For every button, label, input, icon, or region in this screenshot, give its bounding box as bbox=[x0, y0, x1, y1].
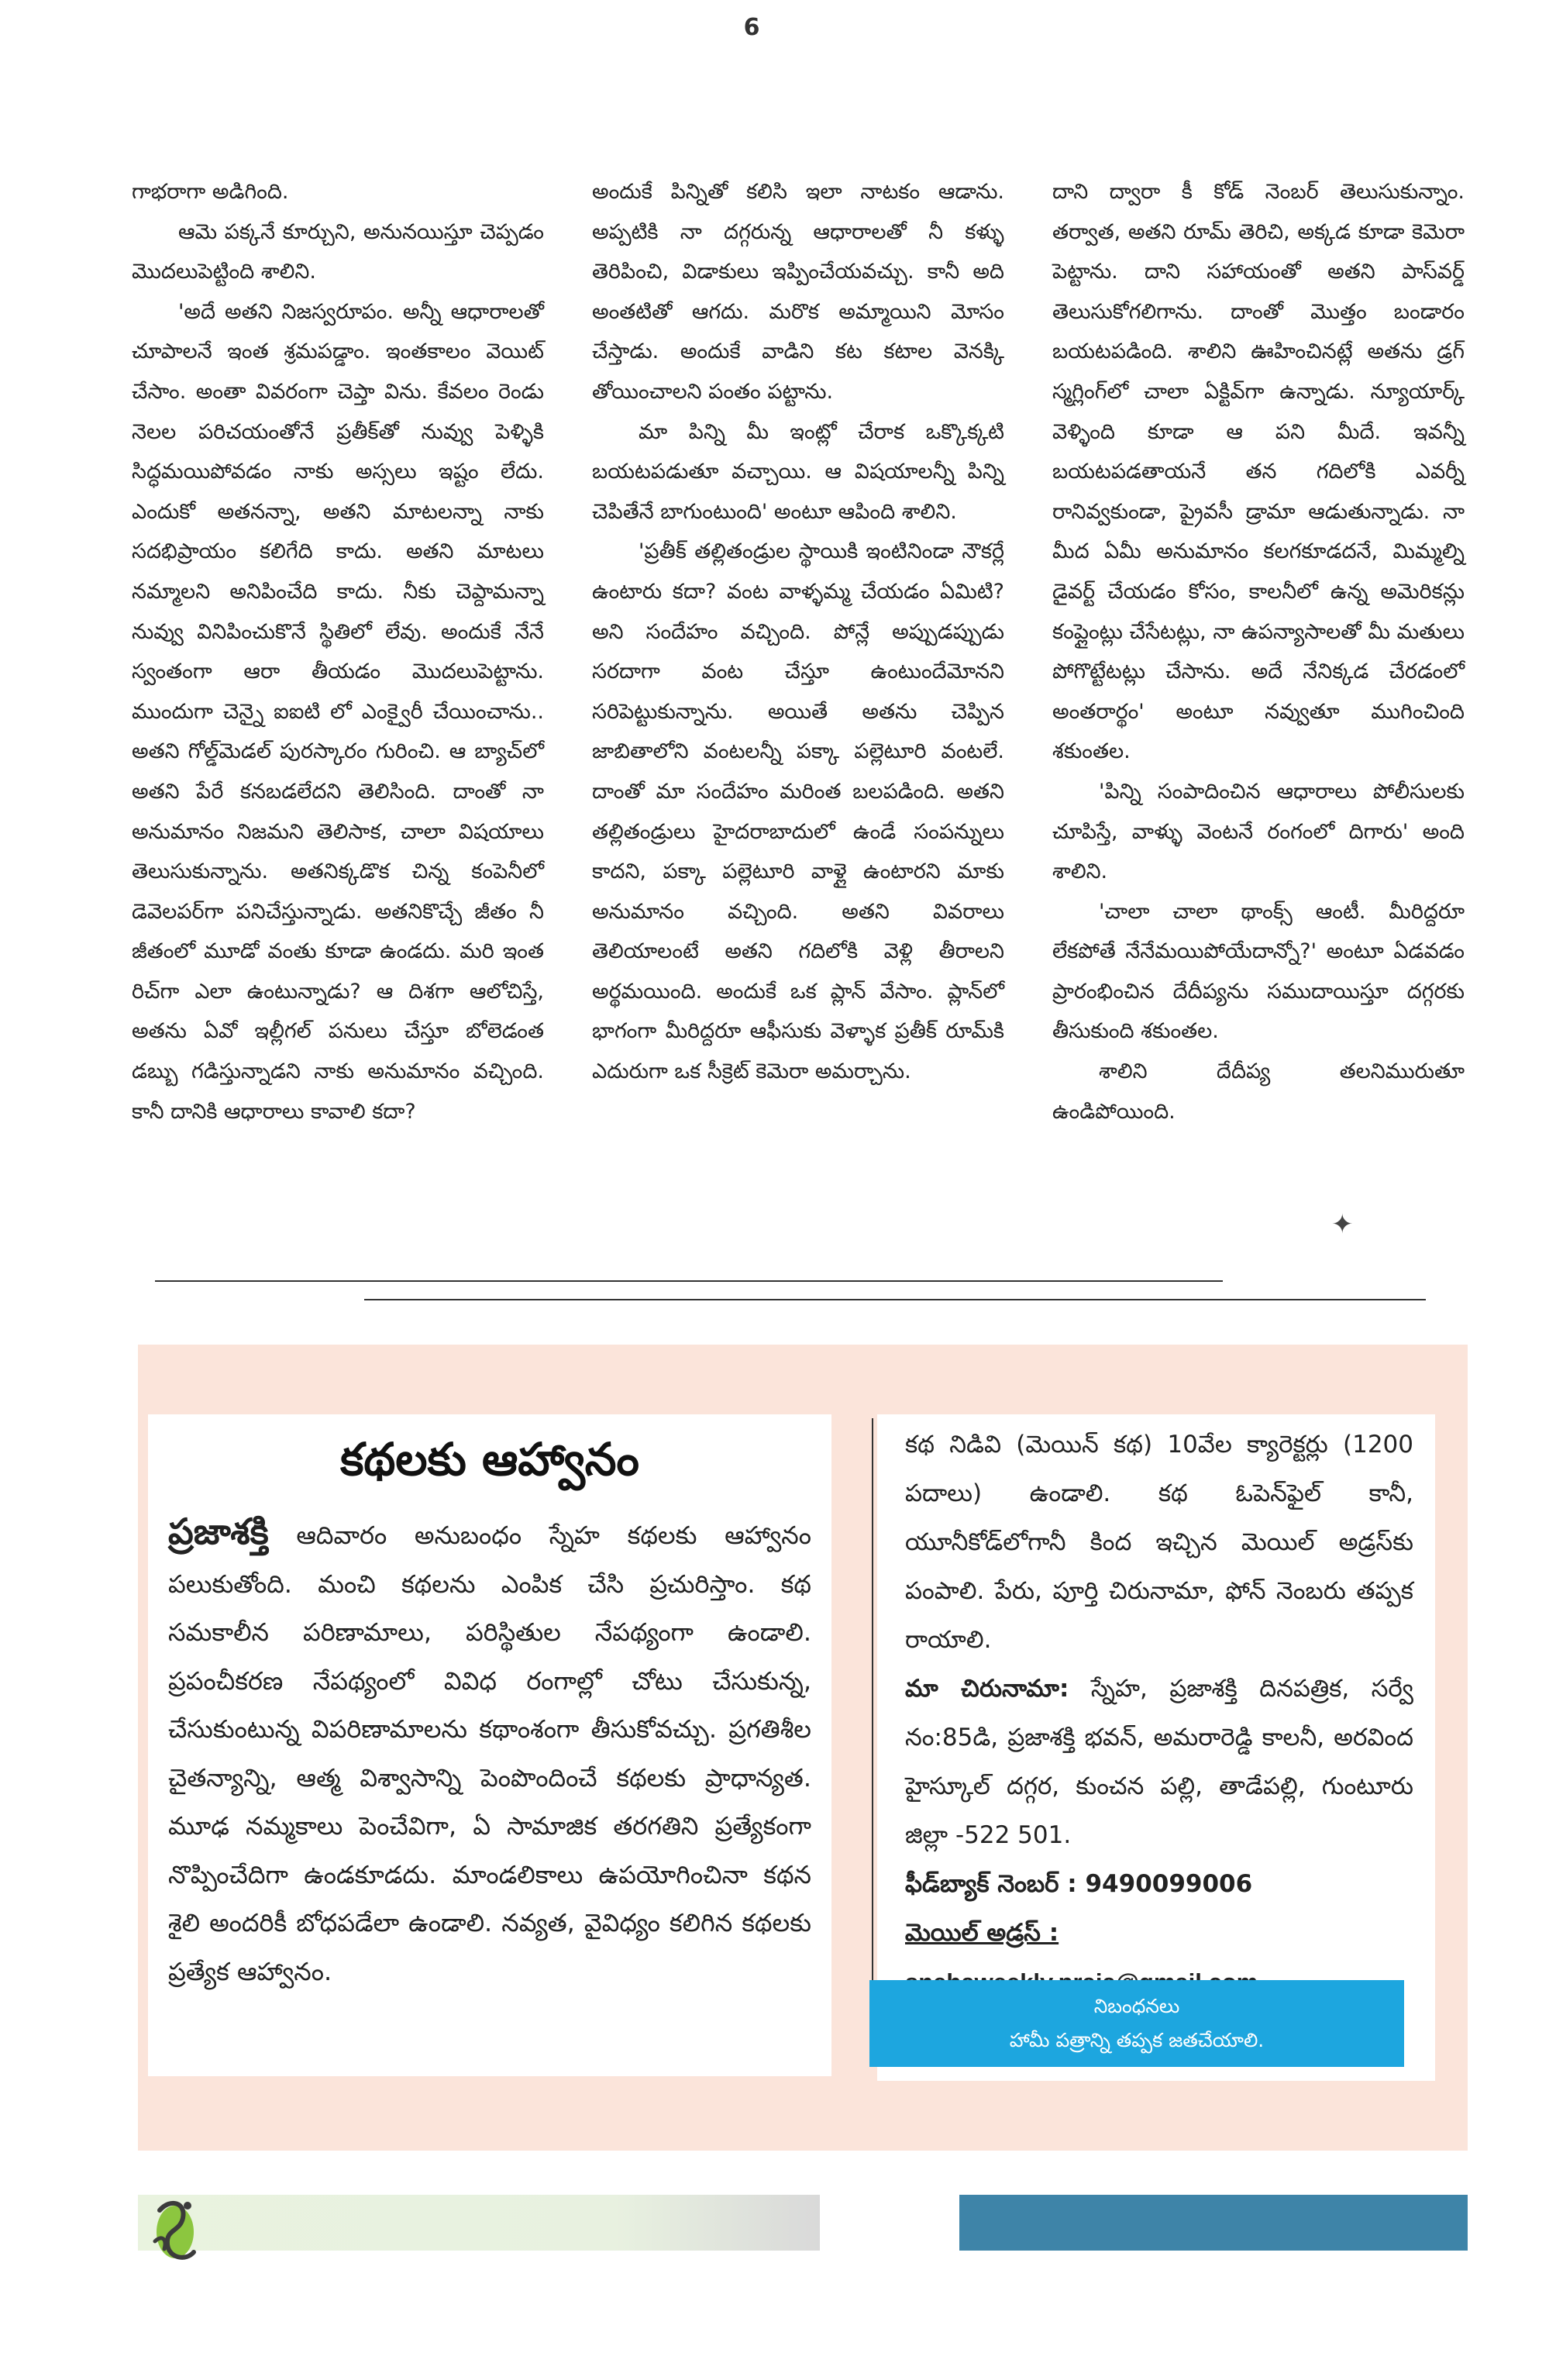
page-number: 6 bbox=[743, 14, 760, 41]
address-text: స్నేహ, ప్రజాశక్తి దినపత్రిక, సర్వే నం:85డి, ప్రజాశక్తి భవన్, అమరారెడ్డి కాలనీ, అరవింద హైస్కూల్ దగ్గర, కుంచన పల్లి, తాడేపల్లి, గుంటూరు జిల్లా -522 501. bbox=[905, 1675, 1413, 1849]
paragraph: గాభరాగా అడిగింది. bbox=[132, 180, 289, 204]
paragraph: ఆమె పక్కనే కూర్చుని, అనునయిస్తూ చెప్పడం మొదలుపెట్టింది శాలిని. bbox=[132, 219, 544, 284]
paragraph: మా పిన్ని మీ ఇంట్లో చేరాక ఒక్కొక్కటి బయటపడుతూ వచ్చాయి. ఆ విషయాలన్నీ పిన్ని చెపితేనే బాగుంటుంది' అంటూ ఆపింది శాలిని. bbox=[592, 419, 1004, 524]
paragraph: శాలిని దేదీప్య తలనిమురుతూ ఉండిపోయింది. bbox=[1052, 1059, 1465, 1124]
paragraph: 'పిన్ని సంపాదించిన ఆధారాలు పోలీసులకు చూపిస్తే, వాళ్ళు వెంటనే రంగంలో దిగారు' అంది శాలిని. bbox=[1052, 779, 1465, 884]
sneha-logo-icon bbox=[144, 2187, 208, 2272]
invitation-text bbox=[168, 1507, 811, 1996]
footer-right-band bbox=[959, 2195, 1468, 2251]
lead-word: ప్రజాశక్తి bbox=[168, 1510, 269, 1552]
story-columns bbox=[132, 172, 1465, 1242]
invitation-panel bbox=[148, 1414, 831, 2076]
feedback-number: ఫీడ్‌బ్యాక్ నెంబర్ : 9490099006 bbox=[905, 1870, 1253, 1898]
mail-label: మెయిల్ అడ్రస్ : bbox=[905, 1919, 1059, 1947]
paragraph: 'అదే అతని నిజస్వరూపం. అన్నీ ఆధారాలతో చూపాలనే ఇంత శ్రమపడ్డాం. ఇంతకాలం వెయిట్ చేసాం. అంతా వివరంగా చెప్తా విను. కేవలం రెండు నెలల పరిచయంతోనే ప్రతీక్‌తో నువ్వు పెళ్ళికి సిద్ధమయిపోవడం నాకు అస్సలు ఇష్టం లేదు. ఎందుకో అతనన్నా, అతని మాటలన్నా నాకు సదభిప్రాయం కలిగేది కాదు. అతని మాటలు నమ్మాలని అనిపించేది కాదు. నీకు చెప్దామన్నా నువ్వు వినిపించుకొనే స్థితిలో లేవు. అందుకే నేనే స్వంతంగా ఆరా తీయడం మొదలుపెట్టాను. ముందుగా చెన్నై ఐఐటి లో ఎంక్వైరీ చేయించాను.. అతని గోల్డ్‌మెడల్ పురస్కారం గురించి. ఆ బ్యాచ్‌లో అతని పేరే కనబడలేదని తెలిసింది. దాంతో నా అనుమానం నిజమని తెలిసాక, చాలా విషయాలు తెలుసుకున్నాను. అతనిక్కడొక చిన్న కంపెనీలో డెవెలపర్‌గా పనిచేస్తున్నాడు. అతనికొచ్చే జీతం నీ జీతంలో మూడో వంతు కూడా ఉండదు. మరి ఇంత రిచ్‌గా ఎలా ఉంటున్నాడు? ఆ దిశగా ఆలోచిస్తే, అతను ఏవో ఇల్లీగల్ పనులు చేస్తూ బోలెడంత డబ్బు గడిస్తున్నాడని నాకు అనుమానం వచ్చింది. కానీ దానికి ఆధారాలు కావాలి కదా? bbox=[132, 299, 544, 1124]
paragraph: 'ప్రతీక్ తల్లితండ్రుల స్థాయికి ఇంటినిండా నౌకర్లే ఉంటారు కదా? వంట వాళ్ళమ్మ చేయడం ఏమిటి? అని సందేహం వచ్చింది. పోన్లే అప్పుడప్పుడు సరదాగా వంట చేస్తూ ఉంటుందేమోనని సరిపెట్టుకున్నాను. అయితే అతను చెప్పిన జాబితాలోని వంటలన్నీ పక్కా పల్లెటూరి వంటలే. దాంతో మా సందేహం మరింత బలపడింది. అతని తల్లితండ్రులు హైదరాబాదులో ఉండే సంపన్నులు కాదని, పక్కా పల్లెటూరి వాళ్లై ఉంటారని మాకు అనుమానం వచ్చింది. అతని వివరాలు తెలియాలంటే అతని గదిలోకి వెళ్లి తీరాలని అర్థమయింది. అందుకే ఒక ప్లాన్ వేసాం. ప్లాన్‌లో భాగంగా మీరిద్దరూ ఆఫీసుకు వెళ్ళాక ప్రతీక్ రూమ్‌కి ఎదురుగా ఒక సీక్రెట్ కెమెరా అమర్చాను. bbox=[592, 539, 1004, 1084]
terms-title: నిబంధనలు bbox=[1093, 1995, 1180, 2017]
divider bbox=[155, 1280, 1223, 1282]
invitation-title: కథలకు ఆహ్వానం bbox=[340, 1433, 639, 1486]
footer-left-band bbox=[138, 2195, 820, 2251]
invitation-body: ఆదివారం అనుబంధం స్నేహ కథలకు ఆహ్వానం పలుకుతోంది. మంచి కథలను ఎంపిక చేసి ప్రచురిస్తాం. కథ సమకాలీన పరిణామాలు, పరిస్థితుల నేపథ్యంగా ఉండాలి. ప్రపంచీకరణ నేపథ్యంలో వివిధ రంగాల్లో చోటు చేసుకున్న, చేసుకుంటున్న విపరిణామాలను కథాంశంగా తీసుకోవచ్చు. ప్రగతిశీల చైతన్యాన్ని, ఆత్మ విశ్వాసాన్ని పెంపొందించే కథలకు ప్రాధాన్యత. మూఢ నమ్మకాలు పెంచేవిగా, ఏ సామాజిక తరగతిని ప్రత్యేకంగా నొప్పించేదిగా ఉండకూడదు. మాండలికాలు ఉపయోగించినా కథన శైలి అందరికీ బోధపడేలా ఉండాలి. నవ్యత, వైవిధ్యం కలిగిన కథలకు ప్రత్యేక ఆహ్వానం. bbox=[168, 1521, 811, 1986]
divider bbox=[872, 1418, 873, 2023]
publication-info: ప్రజాశక్తి ఆదివారం 17 సెప్టెంబర్ 2023 bbox=[895, 14, 1240, 41]
story-column-3 bbox=[1052, 172, 1465, 1242]
address-label: మా చిరునామా: bbox=[905, 1675, 1069, 1703]
terms-box bbox=[869, 1980, 1404, 2067]
paragraph: దాని ద్వారా కీ కోడ్ నెంబర్ తెలుసుకున్నాం. తర్వాత, అతని రూమ్ తెరిచి, అక్కడ కూడా కెమెరా పెట్టాను. దాని సహాయంతో అతని పాస్‌వర్డ్ తెలుసుకోగలిగాను. దాంతో మొత్తం బండారం బయటపడింది. శాలిని ఊహించినట్లే అతను డ్రగ్ స్మగ్లింగ్‌లో చాలా ఏక్టివ్‌గా ఉన్నాడు. న్యూయార్క్ వెళ్ళింది కూడా ఆ పని మీదే. ఇవన్నీ బయటపడతాయనే తన గదిలోకి ఎవర్నీ రానివ్వకుండా, ప్రైవసీ డ్రామా ఆడుతున్నాడు. నా మీద ఏమీ అనుమానం కలగకూడదనే, మిమ్మల్ని డైవర్ట్ చేయడం కోసం, కాలనీలో ఉన్న అమెరికన్లు కంప్లైంట్లు చేసేటట్లు, నా ఉపన్యాసాలతో మీ మతులు పోగొట్టేటట్లు చేసాను. అదే నేనిక్కడ చేరడంలో అంతరార్థం' అంటూ నవ్వుతూ ముగించింది శకుంతల. bbox=[1052, 180, 1465, 764]
paragraph: అందుకే పిన్నితో కలిసి ఇలా నాటకం ఆడాను. అప్పటికి నా దగ్గరున్న ఆధారాలతో నీ కళ్ళు తెరిపించి, విడాకులు ఇప్పించేయవచ్చు. కానీ అది అంతటితో ఆగదు. మరొక అమ్మాయిని మోసం చేస్తాడు. అందుకే వాడిని కట కటాల వెనక్కి తోయించాలని పంతం పట్టాను. bbox=[592, 180, 1004, 404]
address-block bbox=[905, 1665, 1413, 1860]
footer-bar bbox=[138, 2195, 1468, 2251]
story-column-2 bbox=[592, 172, 1004, 1242]
submission-rules: కథ నిడివి (మెయిన్ కథ) 10వేల క్యారెక్టర్లు (1200 పదాలు) ఉండాలి. కథ ఓపెన్‌ఫైల్ కానీ, యూనీకోడ్‌లోగానీ కింద ఇచ్చిన మెయిల్ అడ్రస్‌కు పంపాలి. పేరు, పూర్తి చిరునామా, ఫోన్ నెంబరు తప్పక రాయాలి. bbox=[905, 1431, 1413, 1654]
story-column-1 bbox=[132, 172, 544, 1242]
paragraph: 'చాలా చాలా థాంక్స్ ఆంటీ. మీరిద్దరూ లేకపోతే నేనేమయిపోయేదాన్నో?' అంటూ ఏడవడం ప్రారంభించిన దేదీప్యను సముదాయిస్తూ దగ్గరకు తీసుకుంది శకుంతల. bbox=[1052, 899, 1465, 1044]
terms-text: హామీ పత్రాన్ని తప్పక జతచేయాలి. bbox=[1009, 2029, 1265, 2051]
divider bbox=[364, 1299, 1426, 1300]
story-end-mark-icon: ✦ bbox=[1331, 1209, 1354, 1240]
